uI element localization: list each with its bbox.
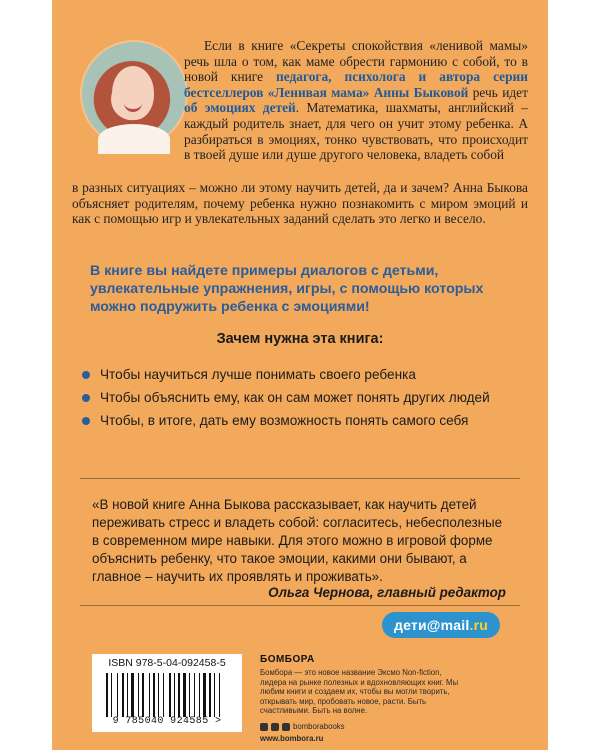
barcode-bar bbox=[176, 673, 177, 717]
barcode-digits: 9 785040 924585 > bbox=[112, 716, 222, 727]
barcode-bar bbox=[209, 673, 211, 717]
barcode-bar bbox=[138, 673, 139, 717]
quote-signature: Ольга Чернова, главный редактор bbox=[268, 585, 506, 600]
barcode-bar bbox=[151, 673, 152, 717]
barcode-bar bbox=[111, 673, 112, 717]
barcode-bar bbox=[214, 673, 215, 717]
bullet-icon bbox=[82, 417, 90, 425]
list-item-text: Чтобы научиться лучше понимать своего ребенка bbox=[100, 367, 416, 382]
barcode-bar bbox=[129, 673, 130, 717]
intro-text-b: речь идет bbox=[468, 84, 528, 100]
isbn-text: ISBN 978-5-04-092458-5 bbox=[108, 657, 226, 669]
barcode-bar bbox=[127, 673, 128, 717]
bullet-icon bbox=[82, 371, 90, 379]
barcode-bar bbox=[196, 673, 198, 717]
intro-topic-highlight: об эмоциях детей bbox=[184, 100, 296, 116]
barcode-bar bbox=[201, 673, 202, 717]
barcode-bar bbox=[172, 673, 173, 717]
vk-icon bbox=[271, 723, 279, 731]
list-item bbox=[82, 412, 512, 430]
intro-text-c: . Математика, шахматы, английский – каждый родитель знает, для чего он учит этому ребенка. А разбираться в эмоциях, тонко чувствовать, что происходит в твоей душе или душе другого человека, владеть собой bbox=[184, 100, 529, 163]
bullet-icon bbox=[82, 394, 90, 402]
list-item bbox=[82, 389, 512, 407]
barcode-bar bbox=[165, 673, 168, 717]
barcode-bar bbox=[181, 673, 182, 717]
author-photo bbox=[80, 40, 188, 148]
barcode-bar bbox=[109, 673, 110, 717]
barcode-box bbox=[92, 654, 242, 732]
barcode-bar bbox=[160, 673, 162, 717]
barcode-bar bbox=[119, 673, 121, 717]
barcode-bar bbox=[131, 673, 134, 717]
logo-part-mail: mail bbox=[440, 617, 470, 633]
list-item-text: Чтобы объяснить ему, как он сам может понять других людей bbox=[100, 390, 490, 405]
publisher-name: БОМБОРА bbox=[260, 654, 315, 665]
barcode-bar bbox=[163, 673, 164, 717]
quote-bottom-divider bbox=[80, 605, 520, 606]
deti-mail-logo bbox=[382, 612, 500, 638]
barcode-bar bbox=[156, 673, 157, 717]
barcode-bar bbox=[207, 673, 208, 717]
barcode-bar bbox=[199, 673, 200, 717]
editor-quote: «В новой книге Анна Быкова рассказывает, как научить детей переживать стресс и владеть собой: согласитесь, небесполезные в современном мире навыки. Для этого можно в игровой форме объяснить ребенку, что такое эмоции, какими они бывают, а главное – научить их проявлять и проживать». bbox=[92, 497, 503, 584]
barcode-bar bbox=[149, 673, 150, 717]
barcode-bars bbox=[106, 673, 232, 717]
logo-part-deti: дети bbox=[394, 617, 427, 633]
social-handle: bomborabooks bbox=[293, 722, 345, 731]
barcode-bar bbox=[203, 673, 206, 717]
barcode-bar bbox=[194, 673, 195, 717]
social-links bbox=[260, 722, 345, 731]
barcode-bar bbox=[113, 673, 116, 717]
barcode-bar bbox=[178, 673, 180, 717]
intro-author-highlight: педагога, психолога и автора серии бестселлеров «Ленивая мама» Анны Быковой bbox=[184, 69, 528, 100]
barcode-bar bbox=[153, 673, 155, 717]
barcode-bar bbox=[183, 673, 186, 717]
barcode-bar bbox=[212, 673, 213, 717]
highlight-text: В книге вы найдете примеры диалогов с детьми, увлекательные упражнения, игры, с помощью которых можно подружить ребенка с эмоциями! bbox=[90, 263, 484, 315]
barcode-bar bbox=[140, 673, 141, 717]
barcode-bar bbox=[191, 673, 193, 717]
publisher-site: www.bombora.ru bbox=[260, 734, 324, 743]
publisher-description: Бомбора — это новое название Эксмо Non-fiction, лидера на рынке полезных и вдохновляющих книг. Мы любим книги и создаем их, чтобы вы могли творить, открывать мир, пробовать новое, расти. Быть счастливыми. Быть на волне. bbox=[260, 668, 459, 716]
list-item bbox=[82, 366, 512, 384]
instagram-icon bbox=[282, 723, 290, 731]
barcode-bar bbox=[187, 673, 188, 717]
barcode-bar bbox=[122, 673, 124, 717]
barcode-bar bbox=[125, 673, 126, 717]
logo-at-sign: @ bbox=[426, 617, 441, 633]
barcode-bar bbox=[145, 673, 148, 717]
barcode-bar bbox=[216, 673, 218, 717]
why-heading: Зачем нужна эта книга: bbox=[216, 331, 384, 347]
reasons-list bbox=[82, 366, 512, 435]
facebook-icon bbox=[260, 723, 268, 731]
barcode-bar bbox=[117, 673, 118, 717]
barcode-bar bbox=[174, 673, 175, 717]
barcode-bar bbox=[189, 673, 190, 717]
intro-paragraph-continued: в разных ситуациях – можно ли этому научить детей, да и зачем? Анна Быкова объясняет родителям, почему ребенка нужно познакомить с миром эмоций и как с помощью игр и увлекательных заданий сделать это легко и весело. bbox=[72, 180, 528, 227]
barcode-bar bbox=[135, 673, 137, 717]
barcode-bar bbox=[142, 673, 144, 717]
barcode-bar bbox=[106, 673, 108, 717]
intro-paragraph bbox=[184, 38, 528, 163]
logo-part-ru: ru bbox=[473, 617, 488, 633]
barcode-bar bbox=[158, 673, 159, 717]
barcode-bar bbox=[219, 673, 220, 717]
logo-dot: . bbox=[469, 617, 474, 633]
list-item-text: Чтобы, в итоге, дать ему возможность понять самого себя bbox=[100, 413, 469, 428]
barcode-bar bbox=[169, 673, 171, 717]
quote-top-divider bbox=[80, 478, 520, 479]
intro-text-a: Если в книге «Секреты спокойствия «ленивой мамы» речь шла о том, как маме обрести гармонию с собой, то в новой книге bbox=[184, 38, 528, 85]
book-back-cover bbox=[52, 0, 548, 750]
author-shirt bbox=[98, 124, 170, 154]
